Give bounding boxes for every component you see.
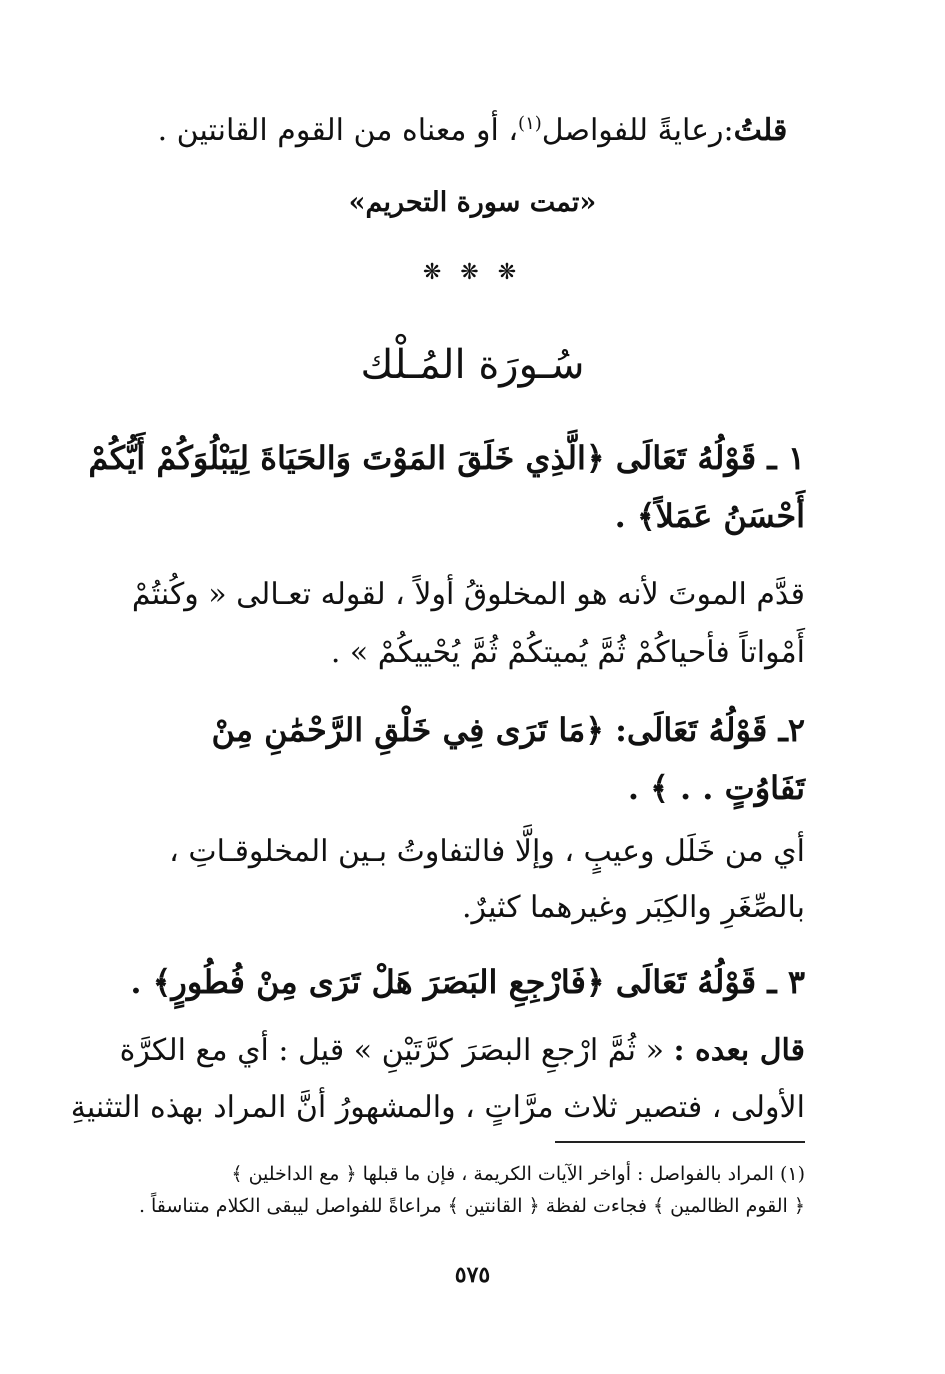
commentary-3-label: قال بعده : [673,1033,805,1068]
surah-title: سُـورَة المُـلْك [360,342,585,388]
footnote-divider [555,1141,805,1143]
commentary-3-line-2: الأولى ، فتصير ثلاث مرَّاتٍ ، والمشهورُ أنَّ المراد بهذه التثنيةِ [70,1090,805,1125]
verse-heading-2-line-2: تَفَاوُتٍ . . ﴾ . [627,769,805,807]
commentary-2-line-1: أي من خَلَل وعيبٍ ، وإلَّا فالتفاوتُ بـين المخلوقـاتِ ، [169,834,805,869]
commentary-1-line-1: قدَّم الموتَ لأنه هو المخلوقُ أولاً ، لقوله تعـالى « وكُنتُمْ [131,577,805,612]
qult-text: :رعايةً للفواصل [541,113,734,148]
verse-heading-1-line-1: ١ ـ قَوْلُهُ تَعَالَى ﴿الَّذِي خَلَقَ المَوْتَ وَالحَيَاةَ لِيَبْلُوَكُمْ أَيُّكُمْ [88,439,805,477]
commentary-1-line-2: أَمْواتاً فأحياكُمْ ثُمَّ يُميتكُمْ ثُمَّ يُحْييكُمْ » . [330,635,805,670]
footnote-line-1: (١) المراد بالفواصل : أواخر الآيات الكريمة ، فإن ما قبلها ﴿ مع الداخلين ﴾ [231,1163,805,1185]
qult-line [0,102,945,153]
section-separator: ❋ ❋ ❋ [422,260,523,285]
verse-heading-2-line-1: ٢ـ قَوْلُهُ تَعَالَى: ﴿مَا تَرَى فِي خَلْقِ الرَّحْمَٰنِ مِنْ [211,711,805,749]
footnote-ref: (١) [518,113,542,134]
page-number: ٥٧٥ [454,1262,491,1288]
verse-heading-1-line-2: أَحْسَنُ عَمَلاً﴾ . [614,497,805,535]
commentary-3-line-1 [119,1031,805,1071]
footnote-line-2: ﴿ القوم الظالمين ﴾ فجاءت لفظة ﴿ القانتين ﴾ مراعاةً للفواصل ليبقى الكلام متناسقاً . [138,1195,805,1217]
verse-heading-3: ٣ ـ قَوْلُهُ تَعَالَى ﴿فَارْجِعِ البَصَرَ هَلْ تَرَى مِنْ فُطُورٍ﴾ . [130,963,805,1001]
surah-end-note: «تمت سورة التحريم» [348,187,597,218]
commentary-2-line-2: بالصِّغَرِ والكِبَر وغيرهما كثيرٌ. [462,890,805,925]
qult-label: قلتُ [733,113,788,148]
commentary-3-text: « ثُمَّ ارْجعِ البصَرَ كرَّتَيْنِ » قيل : أي مع الكرَّة [119,1033,664,1068]
qult-rest: ، أو معناه من القوم القانتين . [157,113,519,148]
